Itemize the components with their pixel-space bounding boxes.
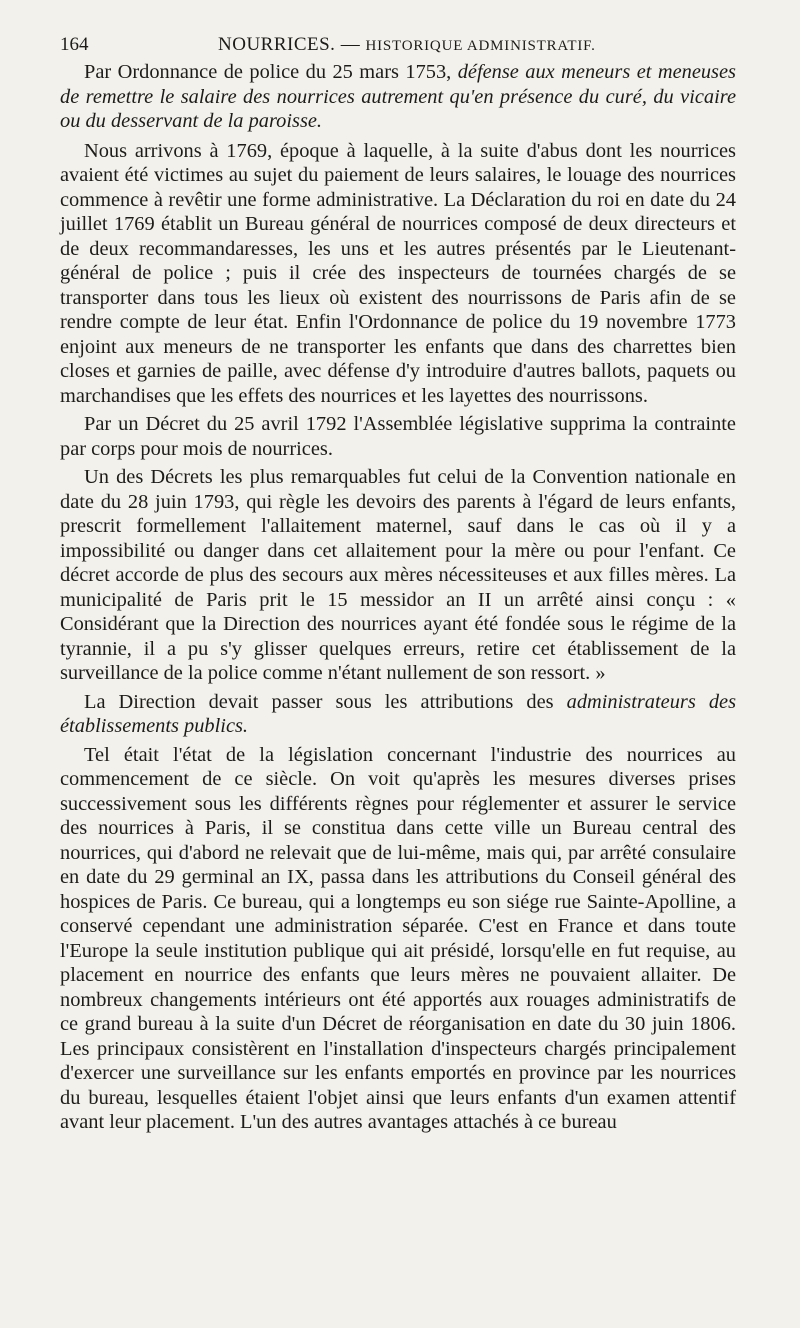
paragraph-etat-legislation	[60, 743, 736, 1135]
paragraph-text: Par un Décret du 25 avril 1792 l'Assemblée législative supprima la contrainte par corps pour mois de nourrices.	[60, 413, 736, 460]
paragraph-ordonnance-1753	[60, 60, 736, 134]
page-number: 164	[60, 34, 89, 55]
paragraph-decret-1792	[60, 412, 736, 461]
running-title-main: NOURRICES.	[218, 34, 336, 55]
running-title-subtitle: HISTORIQUE ADMINISTRATIF.	[365, 38, 596, 54]
paragraph-convention-1793	[60, 465, 736, 686]
paragraph-text: La Direction devait passer sous les attributions des	[84, 690, 567, 713]
paragraph-italic-text: administrateurs des établissements publics.	[60, 690, 737, 737]
paragraph-1769	[60, 139, 736, 409]
paragraph-direction	[60, 690, 736, 739]
running-head	[60, 33, 736, 57]
body-text	[60, 60, 736, 1137]
running-title	[218, 33, 596, 58]
running-title-dash: —	[340, 34, 361, 55]
paragraph-text: Un des Décrets les plus remarquables fut celui de la Convention nationale en date du 28 juin 1793, qui règle les devoirs des parents à l'égard de leurs enfants, prescrit formellement l'allaitement maternel, sauf dans le cas où il y a impossibilité ou danger dans cet allaitement pour la mère ou pour l'enfant. Ce décret accorde de plus des secours aux mères nécessiteuses et aux filles mères. La municipalité de Paris prit le 15 messidor an II un arrêté ainsi conçu : « Considérant que la Direction des nourrices ayant été fondée sous le régime de la tyrannie, il a pu s'y glisser quelques erreurs, retire cet établissement de la surveillance de la police comme n'étant nullement de son ressort. »	[60, 466, 736, 684]
paragraph-text: Nous arrivons à 1769, époque à laquelle, à la suite d'abus dont les nourrices avaient été victimes au sujet du paiement de leurs salaires, le louage des nourrices commence à revêtir une forme administrative. La Déclaration du roi en date du 24 juillet 1769 établit un Bureau général de nourrices composé de deux directeurs et de deux recommandaresses, les uns et les autres présentés par le Lieutenant-général de police ; puis il crée des inspecteurs de tournées chargés de se transporter dans tous les lieux où existent des nourrissons de Paris afin de se rendre compte de leur état. Enfin l'Ordonnance de police du 19 novembre 1773 enjoint aux meneurs de ne transporter les enfants que dans des charrettes bien closes et garnies de paille, avec défense d'y introduire d'autres ballots, paquets ou marchandises que les effets des nourrices et les layettes des nourrissons.	[60, 139, 736, 407]
paragraph-text: Tel était l'état de la législation concernant l'industrie des nourrices au commencement de ce siècle. On voit qu'après les mesures diverses prises successivement sous les différents règnes pour réglementer et assurer le service des nourrices à Paris, il se constitua dans cette ville un Bureau central des nourrices, qui d'abord ne relevait que de lui-même, mais qui, par arrêté consulaire en date du 29 germinal an IX, passa dans les attributions du Conseil général des hospices de Paris. Ce bureau, qui a longtemps eu son siége rue Sainte-Apolline, a conservé cependant une administration séparée. C'est en France et dans toute l'Europe la seule institution publique qui ait présidé, lorsqu'elle en fut requise, au placement en nourrice des enfants que leurs mères ne pouvaient allaiter. De nombreux changements intérieurs ont été apportés aux rouages administratifs de ce grand bureau à la suite d'un Décret de réorganisation en date du 30 juin 1806. Les principaux consistèrent en l'installation d'inspecteurs chargés principalement d'exercer une surveillance sur les enfants emportés en province par les nourrices du bureau, lesquelles étaient l'objet ainsi que leurs enfants d'un examen attentif avant leur placement. L'un des autres avantages attachés à ce bureau	[60, 743, 736, 1133]
paragraph-text: Par Ordonnance de police du 25 mars 1753,	[84, 61, 458, 83]
paragraph-italic-text: défense aux meneurs et meneuses de remettre le salaire des nourrices autrement qu'en présence du curé, du vicaire ou du desservant de la paroisse.	[60, 61, 736, 132]
